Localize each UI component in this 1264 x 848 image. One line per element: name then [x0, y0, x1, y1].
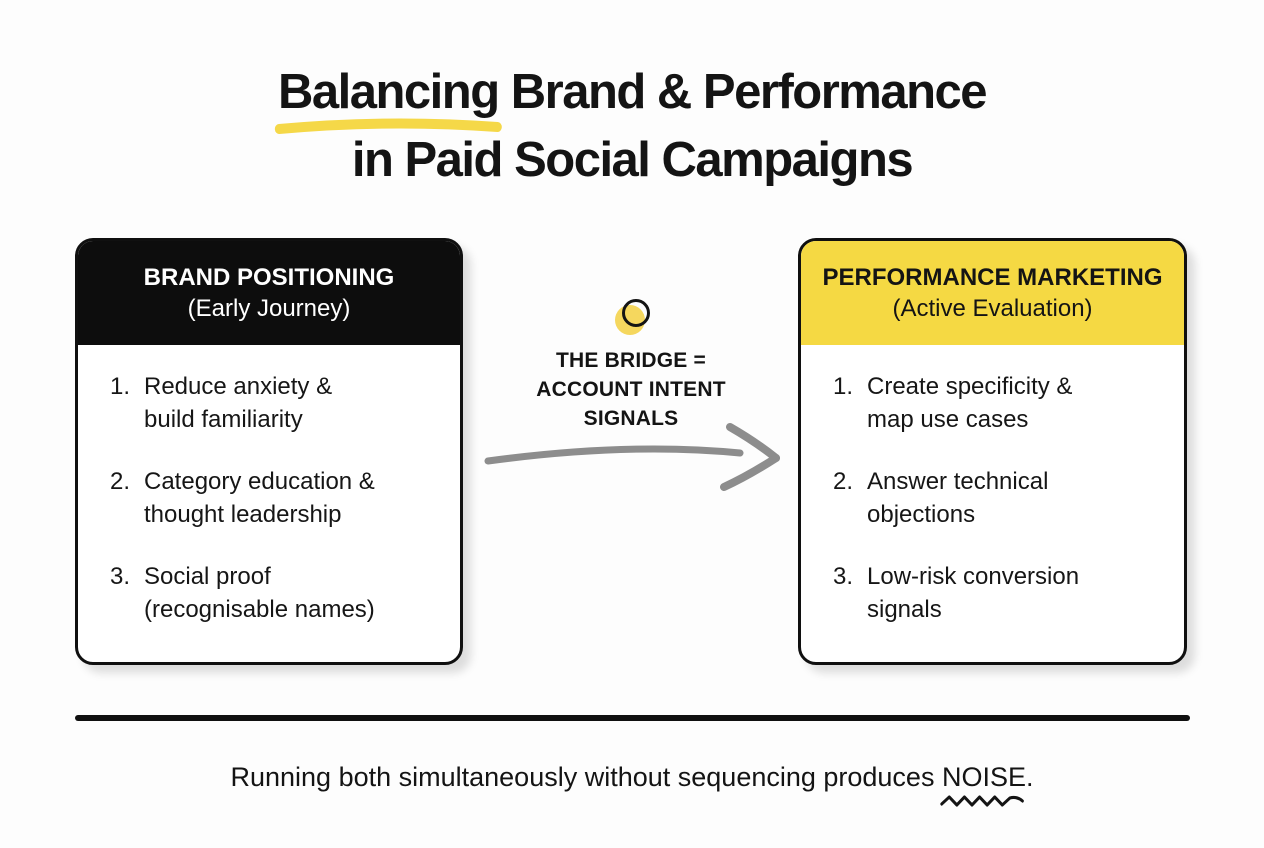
brand-positioning-title: BRAND POSITIONING: [143, 264, 395, 291]
bridge-label-line1: THE BRIDGE =: [555, 349, 706, 372]
page-title: [0, 58, 1264, 194]
footer-emphasis: [942, 760, 1034, 794]
footer-note: [0, 760, 1264, 794]
title-highlighted-word: [278, 58, 499, 126]
brand-positioning-header: [78, 241, 460, 345]
list-item: [833, 560, 1170, 626]
performance-marketing-title: PERFORMANCE MARKETING: [822, 264, 1163, 291]
bridge-dot-icon: [615, 299, 651, 335]
list-item: [833, 465, 1170, 531]
item-number: 1.: [833, 373, 854, 400]
item-text: Reduce anxiety & build familiarity: [144, 373, 333, 433]
item-number: 2.: [833, 468, 854, 495]
list-item: [833, 370, 1170, 436]
item-number: 1.: [110, 373, 131, 400]
bridge-dot-ring: [622, 299, 650, 327]
list-item: [110, 370, 446, 436]
squiggle-underline-icon: [940, 794, 1024, 810]
item-text: Social proof (recognisable names): [144, 563, 375, 623]
performance-marketing-subtitle: (Active Evaluation): [892, 295, 1093, 322]
item-number: 3.: [833, 563, 854, 590]
footer-text: Running both simultaneously without sequencing produces: [230, 762, 942, 792]
brand-positioning-subtitle: (Early Journey): [187, 295, 351, 322]
item-text: Answer technical objections: [867, 468, 1049, 528]
item-number: 2.: [110, 468, 131, 495]
horizontal-divider: [75, 715, 1190, 721]
performance-marketing-card: [798, 238, 1187, 665]
performance-marketing-list: [801, 345, 1184, 626]
brand-positioning-card: [75, 238, 463, 665]
bridge-label-line2: ACCOUNT INTENT: [536, 378, 726, 401]
footer-emphasis-word: NOISE.: [941, 762, 1034, 792]
item-text: Category education & thought leadership: [144, 468, 375, 528]
list-item: [110, 465, 446, 531]
item-number: 3.: [110, 563, 131, 590]
item-text: Low-risk conversion signals: [867, 563, 1080, 623]
brand-positioning-list: [78, 345, 460, 626]
title-line-2: in Paid Social Campaigns: [351, 133, 913, 187]
performance-marketing-header: [801, 241, 1184, 345]
item-text: Create specificity & map use cases: [867, 373, 1073, 433]
title-word: Balancing: [277, 65, 499, 119]
arrow-right-icon: [478, 420, 790, 494]
title-line-1: [0, 58, 1264, 126]
highlight-underline-icon: [274, 118, 503, 134]
list-item: [110, 560, 446, 626]
bridge-label-line3: SIGNALS: [583, 407, 679, 430]
title-line1-rest: Brand & Performance: [498, 65, 987, 119]
